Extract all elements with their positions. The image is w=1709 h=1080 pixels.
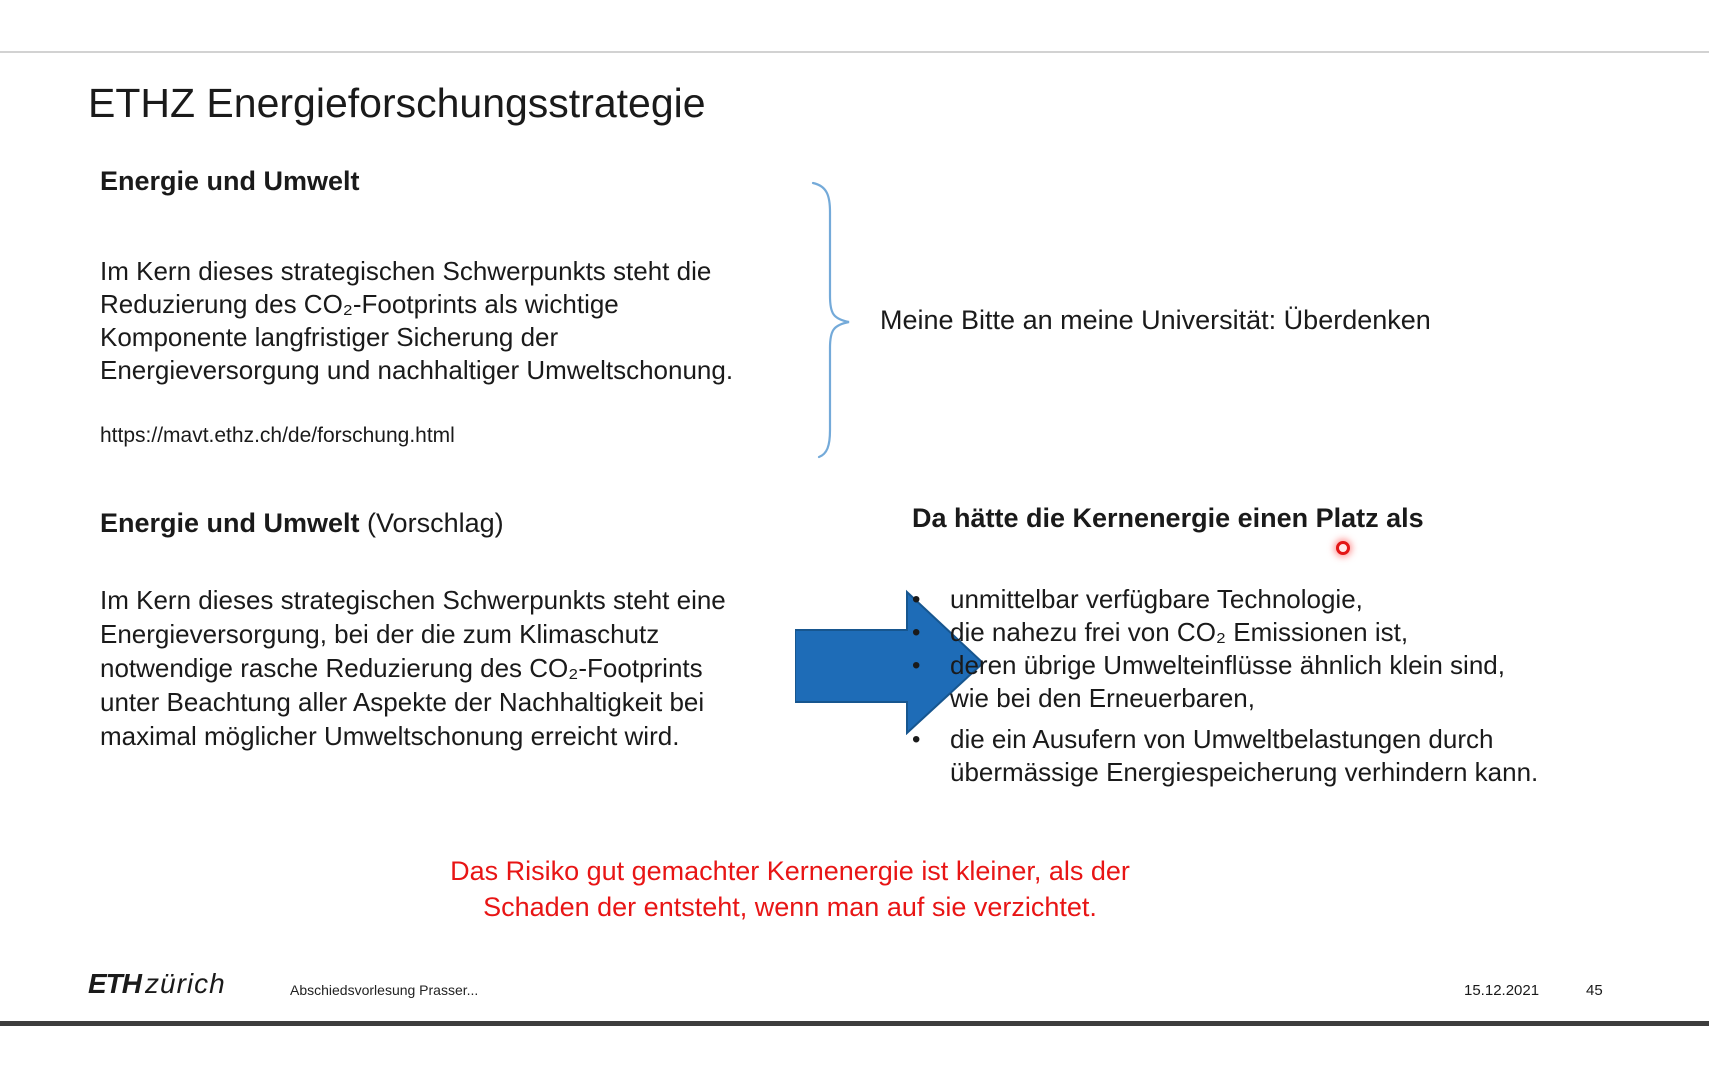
source-url[interactable]: https://mavt.ethz.ch/de/forschung.html [100, 424, 455, 447]
bullet-item [912, 616, 1552, 649]
section2-paragraph [100, 583, 726, 753]
bullet-marker: • [912, 619, 921, 646]
section1-heading: Energie und Umwelt [100, 166, 360, 196]
bullet-marker: • [912, 726, 921, 753]
bullet-text [950, 723, 1552, 789]
slide-title: ETHZ Energieforschungsstrategie [88, 80, 706, 126]
top-divider [0, 51, 1709, 53]
bullet-item [912, 649, 1552, 715]
bullet-line: deren übrige Umwelteinflüsse ähnlich klein sind, [950, 650, 1505, 680]
annotation-text: Meine Bitte an meine Universität: Überdenken [880, 305, 1431, 335]
section1-paragraph [100, 255, 733, 387]
right-heading: Da hätte die Kernenergie einen Platz als [912, 503, 1424, 533]
bullet-marker: • [912, 652, 921, 679]
paragraph-line: Reduzierung des CO₂-Footprints als wichtige [100, 289, 619, 319]
bullet-line: die nahezu frei von CO₂ Emissionen ist, [950, 617, 1409, 647]
paragraph-line: Komponente langfristiger Sicherung der [100, 322, 559, 352]
curly-brace-icon [803, 180, 855, 460]
logo-city-text: zürich [145, 968, 226, 999]
bullet-item [912, 583, 1552, 616]
footer-note: Abschiedsvorlesung Prasser... [290, 982, 479, 998]
bullet-line: die ein Ausufern von Umweltbelastungen durch [950, 724, 1494, 754]
eth-zurich-logo [88, 968, 226, 1000]
statement-line: Das Risiko gut gemachter Kernenergie ist kleiner, als der [450, 856, 1130, 886]
paragraph-line: Im Kern dieses strategischen Schwerpunkts steht die [100, 256, 712, 286]
statement-line: Schaden der entsteht, wenn man auf sie verzichtet. [483, 892, 1097, 922]
bullet-line: unmittelbar verfügbare Technologie, [950, 584, 1363, 614]
bullet-item [912, 723, 1552, 789]
bullet-marker: • [912, 586, 921, 613]
paragraph-line: Energieversorgung, bei der die zum Klimaschutz [100, 619, 660, 649]
bullet-text [950, 616, 1552, 649]
section2-heading [100, 508, 504, 539]
bullet-text [950, 583, 1552, 616]
paragraph-line: maximal möglicher Umweltschonung erreicht wird. [100, 721, 680, 751]
bullet-text [950, 649, 1552, 715]
paragraph-line: Im Kern dieses strategischen Schwerpunkts steht eine [100, 585, 726, 615]
section2-heading-suffix: (Vorschlag) [359, 508, 504, 538]
laser-pointer-dot [1336, 541, 1350, 555]
key-statement [320, 853, 1260, 925]
footer-page-number: 45 [1586, 982, 1603, 999]
bullet-line: wie bei den Erneuerbaren, [950, 683, 1255, 713]
paragraph-line: Energieversorgung und nachhaltiger Umweltschonung. [100, 355, 734, 385]
bottom-divider [0, 1021, 1709, 1026]
logo-eth-text: ETH [88, 968, 141, 999]
paragraph-line: unter Beachtung aller Aspekte der Nachhaltigkeit bei [100, 687, 705, 717]
paragraph-line: notwendige rasche Reduzierung des CO₂-Footprints [100, 653, 703, 683]
section2-heading-bold: Energie und Umwelt [100, 508, 360, 538]
bullet-line: übermässige Energiespeicherung verhindern kann. [950, 757, 1539, 787]
bullet-list [912, 583, 1552, 789]
footer-date: 15.12.2021 [1464, 982, 1540, 999]
